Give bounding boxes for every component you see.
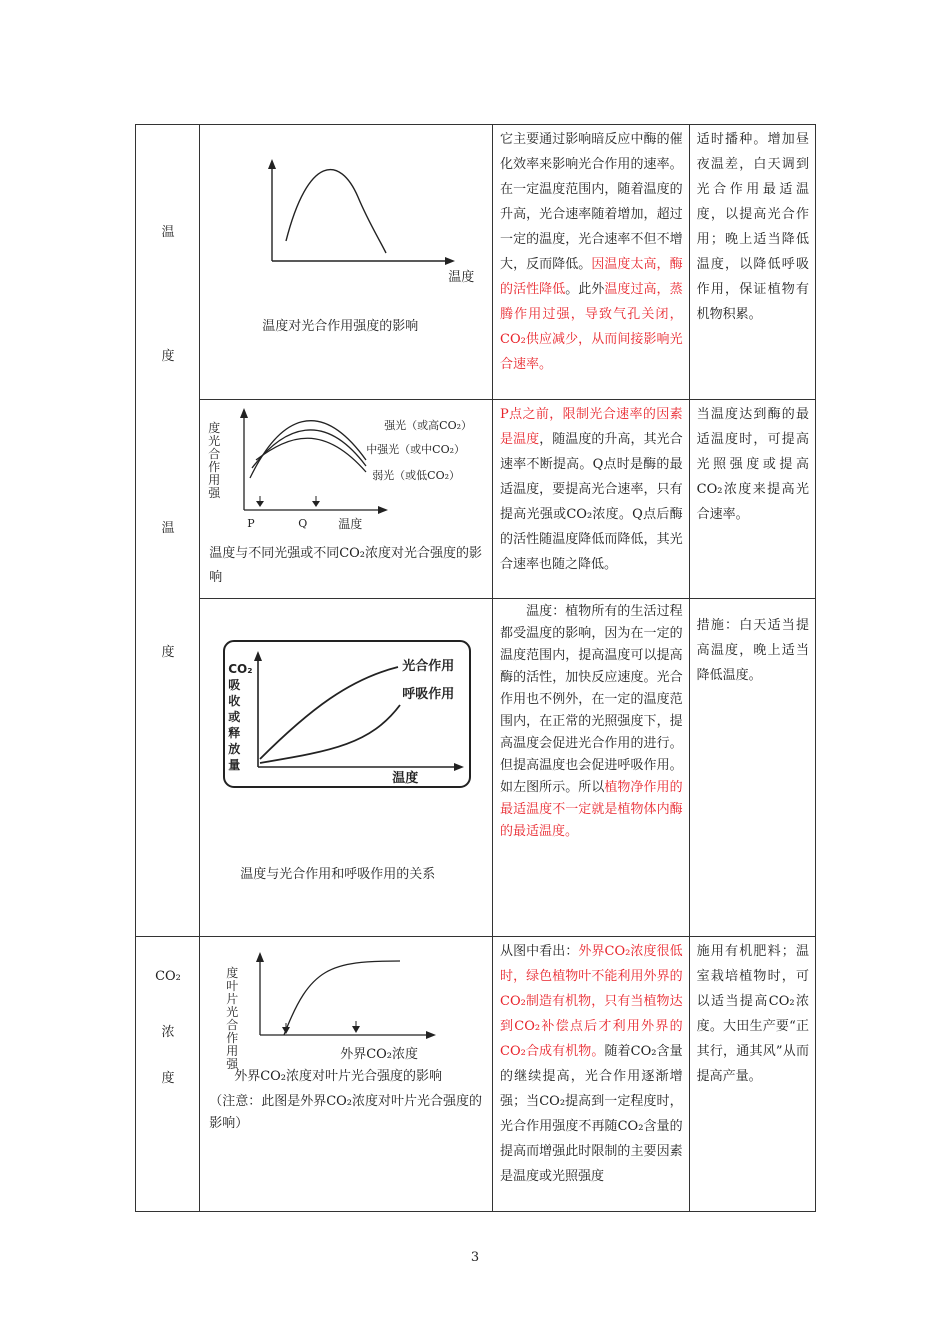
figure-caption: 外界CO₂浓度对叶片光合强度的影响 xyxy=(234,1069,443,1084)
figure-photo-respiration xyxy=(200,599,493,937)
y-axis-label: CO₂吸收或释放量 xyxy=(228,662,253,772)
temperature-chart xyxy=(200,125,492,400)
respiration-curve xyxy=(260,705,400,763)
knowledge-table xyxy=(135,124,816,1212)
measure-cell: 措施：白天适当提高温度，晚上适当降低温度。 xyxy=(689,599,815,937)
photosynthesis-label: 光合作用 xyxy=(402,659,455,674)
figure-temperature-curve xyxy=(200,125,493,400)
respiration-label: 呼吸作用 xyxy=(402,687,455,702)
co2-curve xyxy=(284,961,400,1035)
measure-cell: 施用有机肥料；温室栽培植物时，可以适当提高CO₂浓度。大田生产要“正其行，通其风”从而提高产量。 xyxy=(689,937,815,1212)
factor-label-co2: CO₂ 浓 度 xyxy=(136,937,200,1212)
weak-light-curve xyxy=(256,438,366,472)
figure-co2-curve xyxy=(200,937,493,1212)
figure-caption: 温度与光合作用和呼吸作用的关系 xyxy=(240,867,436,882)
y-axis-label: 度叶片光合作用强 xyxy=(226,966,239,1071)
strong-light-curve xyxy=(250,421,366,478)
x-axis-label: 外界CO₂浓度 xyxy=(340,1047,419,1062)
x-axis-label: 温度 xyxy=(392,771,419,786)
description-cell: P点之前，限制光合速率的因素是温度，随温度的升高，其光合速率不断提高。Q点时是酶的最适温度，要提高光合速率，只有提高光强或CO₂浓度。Q点后酶的活性随温度降低而降低，其光合速率也随之降低。 xyxy=(493,400,690,599)
temperature-curve xyxy=(286,170,386,253)
description-cell: 从图中看出：外界CO₂浓度很低时，绿色植物叶不能利用外界的CO₂制造有机物，只有当植物达到CO₂补偿点后才利用外界的CO₂合成有机物。随着CO₂含量的继续提高，光合作用逐渐增强；当CO₂提高到一定程度时，光合作用强度不再随CO₂含量的提高而增强此时限制的主要因素是温度或光照强度 xyxy=(493,937,690,1212)
tick-p: P xyxy=(247,517,255,530)
description-cell: 它主要通过影响暗反应中酶的催化效率来影响光合作用的速率。在一定温度范围内，随着温度的升高，光合速率随着增加，超过一定的温度，光合速率不但不增大，反而降低。因温度太高，酶的活性降低。此外温度过高，蒸腾作用过强，导致气孔关闭，CO₂供应减少，从而间接影响光合速率。 xyxy=(493,125,690,400)
measure-cell: 适时播种。增加昼夜温差，白天调到光合作用最适温度，以提高光合作用；晚上适当降低温度，以降低呼吸作用，保证植物有机物积累。 xyxy=(689,125,815,400)
photosynthesis-curve xyxy=(260,667,398,759)
description-cell: 温度：植物所有的生活过程都受温度的影响，因为在一定的温度范围内，提高温度可以提高酶的活性，加快反应速度。光合作用也不例外，在一定的温度范围内，在正常的光照强度下，提高温度会促进光合作用的进行。但提高温度也会促进呼吸作用。如左图所示。所以植物净作用的最适温度不一定就是植物体内酶的最适温度。 xyxy=(493,599,690,937)
figure-note: （注意：此图是外界CO₂浓度对叶片光合强度的影响） xyxy=(209,1094,483,1131)
medium-light-label: 中强光（或中CO₂） xyxy=(366,443,466,456)
figure-temperature-light xyxy=(200,400,493,599)
y-axis-label: 度光合作用强 xyxy=(208,421,221,500)
tick-q: Q xyxy=(298,517,308,530)
measure-cell: 当温度达到酶的最适温度时，可提高光照强度或提高CO₂浓度来提高光合速率。 xyxy=(689,400,815,599)
medium-light-curve xyxy=(252,430,366,468)
figure-caption: 温度对光合作用强度的影响 xyxy=(262,319,419,334)
weak-light-label: 弱光（或低CO₂） xyxy=(372,469,461,482)
strong-light-label: 强光（或高CO₂） xyxy=(384,419,473,432)
x-axis-label: 温度 xyxy=(338,517,363,531)
page-number: 3 xyxy=(470,1250,480,1265)
x-axis-label: 温度 xyxy=(448,270,475,285)
factor-label-temperature: 温 度 温 度 xyxy=(136,125,200,937)
figure-caption: 温度与不同光强或不同CO₂浓度对光合强度的影响 xyxy=(209,546,483,585)
